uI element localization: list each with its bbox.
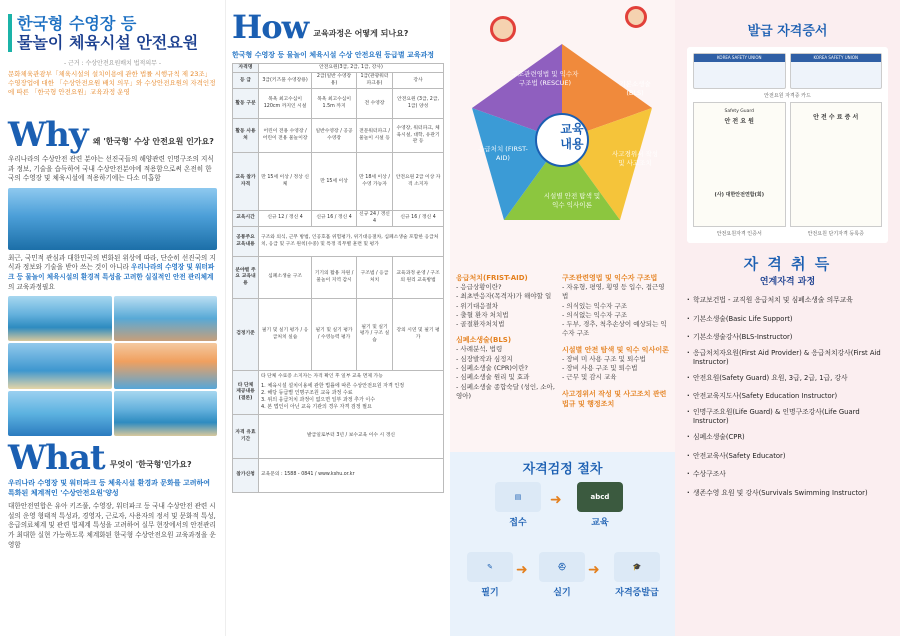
list-item: - 심폐소생술 원리 및 효과 [456, 373, 530, 382]
list-item: - 자유형, 평영, 횡영 등 입수, 접근영법 [562, 283, 665, 301]
qualification-title: 자 격 취 득 [743, 255, 832, 273]
table-row [233, 119, 444, 153]
table-cell: 만 15세 이상 / 정상 신체 [259, 153, 312, 211]
id-card-back [790, 53, 883, 89]
how-title: How [232, 8, 309, 46]
section-list [456, 345, 560, 401]
certificate-document-2 [790, 102, 883, 227]
how-subtitle: 한국형 수영장 등 물놀이 체육시설 수상 안전요원 등급별 교육과정 [232, 51, 435, 59]
why-title: Why [8, 115, 88, 155]
section-list [456, 283, 560, 329]
doc-title: 안 전 요 원 [724, 118, 754, 125]
basis-text: 문화체육관광부「체육시설의 설치이용에 관한 법률 시행규칙 제 23조」수영장업에 대한 「수상안전요원 배치 의무」와 수상안전요원의 자격인정에 따른 「한국형 안전요원」교육과정 운영 [8, 70, 216, 96]
table-cell: 신규 24 / 갱신 4 [356, 211, 392, 227]
card-caption: 안전요원 자격증 카드 [764, 93, 811, 99]
table-cell: 안전요원(3급, 2급, 1급, 강사) [259, 64, 444, 73]
waterpark-photo-6 [114, 391, 218, 436]
table-cell: 참가신청 [233, 459, 259, 493]
step-label: 교육 [591, 518, 609, 528]
list-item: · 수상구조사 [693, 465, 892, 484]
segment-label-report: 사고경위서 작성 및 사고조치 [611, 150, 659, 167]
table-cell: 안전요원 (3급, 2급, 1급) 양성 [393, 89, 444, 119]
section-heading: 응급처치(FRIST-AID) [456, 274, 528, 282]
table-cell: 교육문의 : 1588 - 0841 / www.kshu.or.kr [259, 459, 444, 493]
table-row [233, 459, 444, 493]
table-cell: 강의 시연 및 필기 평가 [393, 299, 444, 371]
certificate-title: 발급 자격증서 [747, 24, 828, 39]
step-certificate [604, 552, 670, 598]
document-icon: ▤ [495, 482, 541, 512]
doc-title: 안 전 수 료 증 서 [813, 114, 859, 121]
document-row [693, 102, 882, 227]
table-row [233, 415, 444, 459]
table-cell: 수영장, 워터파크, 체육시설, 대학, 유관기관 등 [393, 119, 444, 153]
mascot-lifeguard-2 [625, 6, 647, 28]
table-cell: 자격 유효 기간 [233, 415, 259, 459]
why-heading [8, 115, 217, 155]
pencil-icon: ✎ [467, 552, 513, 582]
why-question: 왜 '한국형' 수상 안전요원 인가요? [92, 137, 214, 146]
table-cell: 기기의 활용 자원 / 물놀이 지역 감시 [312, 257, 357, 299]
main-title-line1: 한국형 수영장 등 [17, 14, 137, 33]
table-row [233, 89, 444, 119]
table-cell: 1급(관광워터파크용) [356, 73, 392, 89]
step-written [460, 552, 520, 598]
table-cell: 3급(키즈풀 수영장용) [259, 73, 312, 89]
basis-heading: - 근거 : 수상안전요원배치 법적의무 - [63, 60, 162, 67]
how-heading [232, 8, 444, 46]
list-item: - 두부, 경추, 척추손상이 예상되는 익수자 구조 [562, 320, 667, 338]
list-item: - 의식있는 익수자 구조 [562, 301, 628, 310]
doc-caption: 안전요원 단기자격 등록증 [807, 231, 864, 237]
table-cell: 신규 16 / 갱신 4 [393, 211, 444, 227]
list-item: - 장비 사용 구조 및 퇴수법 [562, 364, 638, 373]
table-cell: 발급일로부터 3년 / 보수교육 이수 시 갱신 [259, 415, 444, 459]
card-header: KOREA SAFETY UNION [791, 54, 882, 62]
section-list [562, 283, 670, 339]
table-cell: 구조법 / 응급처치 [356, 257, 392, 299]
table-cell: 안전요원 2급 이상 자격 소지자 [393, 153, 444, 211]
waterpark-photo-5 [8, 391, 112, 436]
table-cell: 목욕 최고수심이 120cm 까지인 시설 [259, 89, 312, 119]
why-p2-highlight: 우리나라의 수영장 및 워터파크 등 물놀이 체육시설의 환경적 특성을 고려한 실질적인 안전 관리체계 [8, 263, 215, 281]
table-cell: 필기 및 실기 평가 / 수영능력 평가 [312, 299, 357, 371]
waterpark-photo-4 [114, 343, 218, 388]
section-firstaid [456, 270, 560, 401]
list-item: - 심장발작과 심정지 [456, 354, 513, 363]
list-item: · 심폐소생술(CPR) [693, 428, 892, 447]
section-heading: 시설별 안전 탐색 및 익수 익사이론 [562, 345, 669, 354]
table-cell: 구조와 의식, 근무 방법, 인공호흡 위험평가, 위기대응절차, 심폐소생술 포함한 응급처치, 응급 및 구조 원칙(수중) 및 특정 직무별 훈련 및 평가 [259, 227, 444, 257]
main-title-line2: 물놀이 체육시설 안전요원 [17, 33, 199, 52]
list-item: - 심폐소생술 종합숙달 (성인, 소아, 영아) [456, 382, 555, 400]
table-row [233, 153, 444, 211]
step-label: 접수 [509, 518, 527, 528]
list-item: · 인명구조요원(Life Guard) & 인명구조강사(Life Guard Instructor) [693, 406, 892, 428]
column-certificates [675, 0, 900, 636]
table-cell: 일반수영장 / 공공수영장 [312, 119, 357, 153]
process-panel [450, 452, 675, 636]
list-item: · 생존수영 요원 및 강사(Survivals Swimming Instructor) [693, 484, 892, 503]
section-heading: 구조관련영법 및 익수자 구조법 [562, 274, 658, 282]
table-cell: 등 급 [233, 73, 259, 89]
segment-label-rescue: 구조관련영법 및 익수자 구조법 (RESCUE) [511, 70, 579, 87]
table-cell: 만 18세 이상 / 수영 가능자 [356, 153, 392, 211]
arrow-right-icon: ➜ [516, 562, 528, 578]
list-item: - 의식없는 익수자 구조 [562, 310, 628, 319]
table-row [233, 73, 444, 89]
table-cell: 전문워터파크 / 물놀이 시설 등 [356, 119, 392, 153]
table-cell-text: 타 단체 수료증 소지자는 자격 확인 후 일부 교육 면제 가능 [261, 374, 383, 380]
list-item: - 근무 및 감시 교육 [562, 373, 617, 382]
table-cell: 필기 및 실기 평가 / 구조 실습 [356, 299, 392, 371]
list-item: - 심폐소생술 (CPR)이란? [456, 364, 528, 373]
list-item: · 안전요원(Safety Guard) 요원, 3급, 2급, 1급, 강사 [693, 369, 892, 388]
card-header: KOREA SAFETY UNION [694, 54, 785, 62]
doc-body [697, 125, 782, 191]
table-cell: 자격명 [233, 64, 259, 73]
certificate-icon: 🎓 [614, 552, 660, 582]
why-paragraph-2 [8, 254, 217, 292]
arrow-right-icon: ➜ [588, 562, 600, 578]
what-paragraph-2: 대한안전연합은 유아 키즈풀, 수영장, 워터파크 등 국내 수상안전 관련 시설의 운영 형태적 특성과, 경영자, 근로자, 사용자의 정서 및 문화적 특성, 응급의료체계 및 관련 법제계 특성을 고려하여 실무 현장에서의 안전관리가 최대한 실현 가능하도록 체계화된 한국형 수상안전요원 교육과정을 운영함 [8, 502, 216, 549]
segment-label-facility: 시설별 안전 탐색 및 익수 익사이론 [543, 192, 601, 209]
table-cell: 심폐소생술 구조 [259, 257, 312, 299]
section-rescue [562, 270, 670, 409]
section-heading: 심폐소생술(BLS) [456, 336, 512, 345]
step-apply [488, 482, 548, 528]
table-row [233, 299, 444, 371]
table-row [233, 227, 444, 257]
table-cell: 필기 및 실기 평가 / 응급처치 실습 [259, 299, 312, 371]
process-title: 자격검정 절차 [522, 462, 603, 477]
list-item: · 안전교육사(Safety Educator) [693, 447, 892, 466]
qualification-list [683, 291, 892, 502]
doc-org: (사) 대한안전연합(회) [714, 192, 765, 198]
section-list [562, 355, 670, 383]
certificate-document-1 [693, 102, 786, 227]
what-question: 무엇이 '한국형'인가요? [109, 460, 192, 470]
table-cell: 2급(일반 수영장용) [312, 73, 357, 89]
course-table [232, 63, 444, 493]
column-intro [0, 0, 225, 636]
lifeguard-icon: ⛑ [539, 552, 585, 582]
table-row [233, 211, 444, 227]
info-list [261, 383, 441, 411]
section-heading: 사고경위서 작성 및 사고조치 관련법규 및 행정조치 [562, 389, 667, 408]
table-cell: 공통주요 교육내용 [233, 227, 259, 257]
curriculum-center-label: 교육 내용 [560, 122, 584, 151]
table-cell: 만 15세 이상 [312, 153, 357, 211]
why-paragraph-1: 우리나라의 수상안전 관련 분야는 선진국들의 해양관련 인명구조의 지식과 정보, 기술을 습득하여 국내 수상안전분야에 적용함으로써 온전히 한국의 수영장 및 체육시설에 적용하기에는 다소 미흡함 [8, 155, 214, 183]
step-practical [532, 552, 592, 598]
waterpark-photo-3 [8, 343, 112, 388]
photo-grid [8, 296, 217, 436]
step-label: 필기 [481, 588, 499, 598]
table-cell: 타 단체 제공내용 (결론) [233, 371, 259, 415]
step-label: 실기 [553, 588, 571, 598]
table-cell: 목욕 최고수심이 1.5m 까지 [312, 89, 357, 119]
list-item: - 출혈 환자 처치법 [456, 310, 509, 319]
doc-caption: 안전요원자격 인증서 [716, 231, 762, 237]
table-cell: 교육 참가자격 [233, 153, 259, 211]
step-label: 자격증발급 [615, 588, 659, 598]
card-row [693, 53, 882, 89]
list-item: · 학교보건법 - 교직원 응급처치 및 심폐소생술 의무교육 [693, 291, 892, 310]
table-cell: 검정기준 [233, 299, 259, 371]
info-item: 4. 본 법인이 아닌 교육 기관의 경우 자격 검정 필요 [261, 403, 372, 410]
table-row [233, 257, 444, 299]
list-item: - 위기대응절차 [456, 301, 499, 310]
list-item: - 골절환자처치법 [456, 320, 505, 329]
table-cell: 교육과정 운영 / 구조의 원리 교육방법 [393, 257, 444, 299]
certificate-panel [687, 47, 888, 243]
table-cell: 어린이 전용 수영장 / 어린이 전용 물놀이장 [259, 119, 312, 153]
doc-subtitle: Safety Guard [724, 109, 755, 114]
info-item: 2. 해당 등급별 인명구조원 교육 과정 수료 [261, 389, 353, 396]
waterpark-photo-2 [114, 296, 218, 341]
list-item: · 응급처치자요원(First Aid Provider) & 응급처치강사(First Aid Instructor) [693, 347, 892, 369]
table-cell: 활동 구분 [233, 89, 259, 119]
what-heading [8, 438, 217, 478]
waterpark-photo-1 [8, 296, 112, 341]
list-item: - 최초반응자(목격자)가 해야할 일 [456, 292, 552, 301]
what-title: What [8, 438, 105, 479]
table-cell: 활동 사용처 [233, 119, 259, 153]
table-cell: 신규 12 / 갱신 4 [259, 211, 312, 227]
list-item: - 사례분석, 법령 [456, 345, 503, 354]
table-cell: 분야별 주요 교육내용 [233, 257, 259, 299]
pool-photo [8, 188, 217, 250]
how-question: 교육과정은 어떻게 되나요? [313, 29, 409, 38]
step-education [570, 482, 630, 528]
arrow-right-icon: ➜ [550, 492, 562, 508]
what-paragraph-1: 우리나라 수영장 및 워터파크 등 체육시설 환경과 문화를 고려하여 특화된 체계적인 '수상안전요원'양성 [8, 479, 211, 498]
list-item: · 안전교육지도사(Safety Education Instructor) [693, 387, 892, 406]
list-item: · 기본소생술(Basic Life Support) [693, 310, 892, 329]
table-cell: 전 수영장 [356, 89, 392, 119]
info-item: 1. 체육시설 설치이용에 관한 법률에 따른 수상안전요원 자격 인정 [261, 382, 405, 389]
column-curriculum [450, 0, 675, 636]
table-cell: 신규 16 / 갱신 4 [312, 211, 357, 227]
chalkboard-icon: abcd [577, 482, 623, 512]
list-item: - 장비 미 사용 구조 및 퇴수법 [562, 354, 646, 363]
why-p2-c: 의 교육과정필요 [8, 282, 55, 291]
table-cell [259, 371, 444, 415]
qualification-subtitle: 연계자격 과정 [759, 277, 816, 287]
list-item: - 응급상황이란? [456, 283, 502, 291]
list-item: · 기본소생술강사(BLS-Instructor) [693, 328, 892, 347]
column-how [225, 0, 450, 636]
main-title [8, 14, 217, 52]
id-card-front [693, 53, 786, 89]
table-row [233, 371, 444, 415]
segment-label-firstaid: 응급처치 (FIRST-AID) [478, 145, 528, 162]
table-cell: 강사 [393, 73, 444, 89]
table-cell: 교육시간 [233, 211, 259, 227]
info-item: 3. 위의 응급처치 과정이 없으면 일부 과정 추가 이수 [261, 396, 376, 403]
caption-row [693, 230, 882, 237]
table-row [233, 64, 444, 73]
why-p2-a: 최근, 국민적 관심과 대한민국의 변화된 위상에 따라, 단순히 선진국의 지식과 정보와 기술을 받아 쓰는 것이 아니라 [8, 253, 216, 272]
segment-label-bls: 기본소생술 (BLS) [619, 80, 651, 97]
mascot-lifeguard-1 [490, 16, 516, 42]
